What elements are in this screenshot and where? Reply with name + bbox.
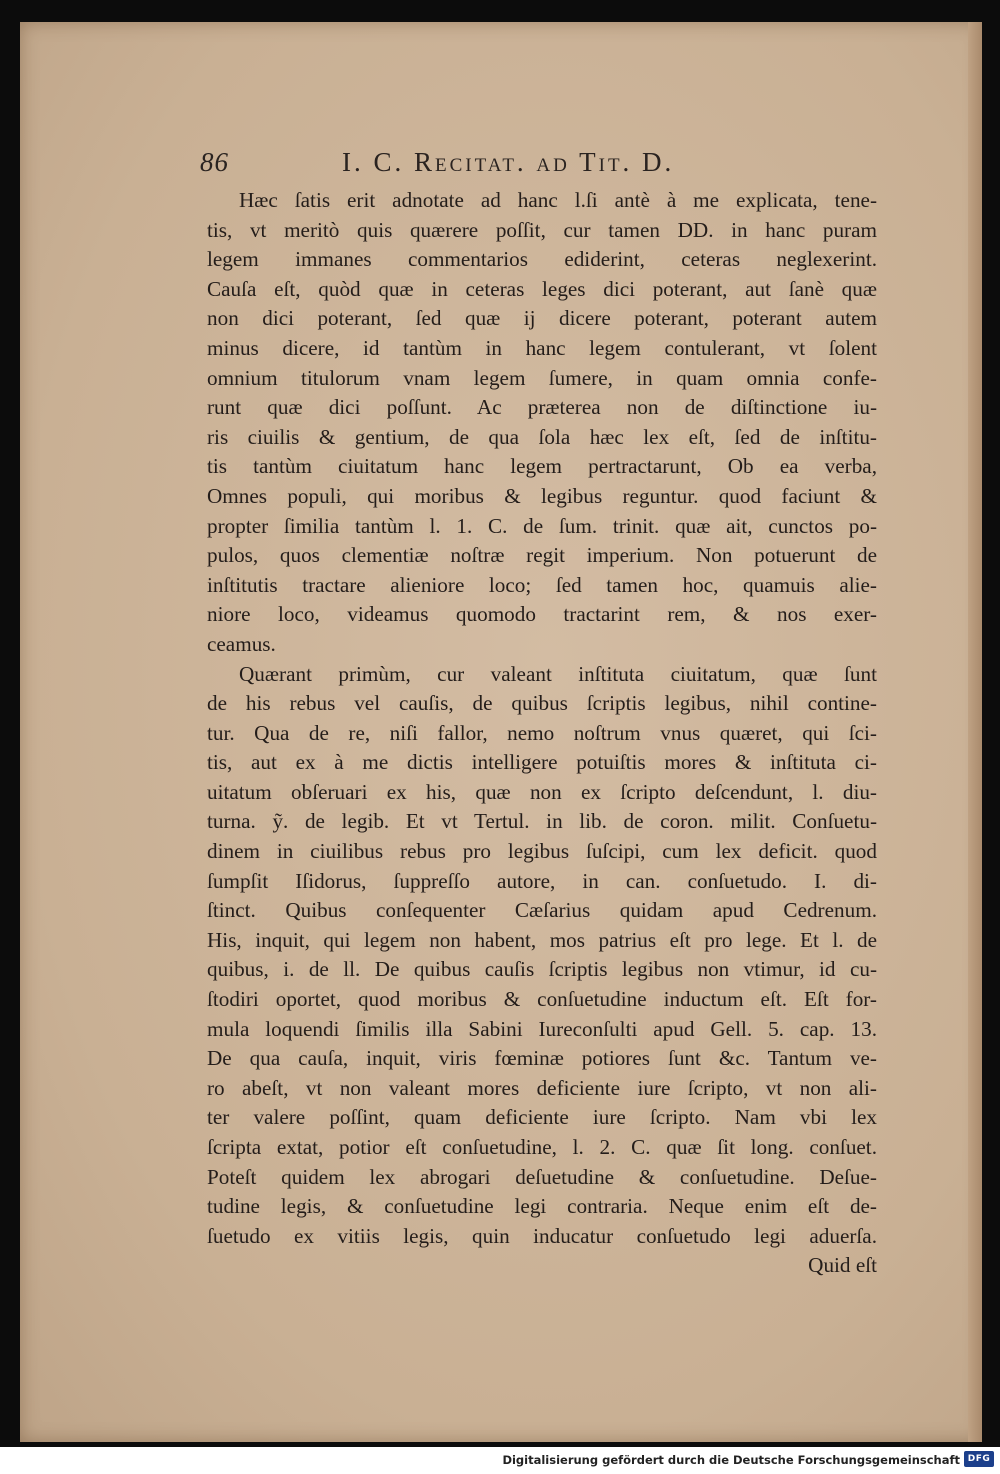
text-line: inſtitutis tractare alieniore loco; ſed tamen hoc, quamuis alie- <box>207 572 877 597</box>
text-line: ſumpſit Iſidorus, ſuppreſſo autore, in can. conſuetudo. I. di- <box>207 868 877 893</box>
text-line: Poteſt quidem lex abrogari deſuetudine & conſuetudine. Deſue- <box>207 1164 877 1189</box>
text-line: ſtodiri oportet, quod moribus & conſuetudine inductum eſt. Eſt for- <box>207 987 877 1012</box>
text-line: ter valere poſſint, quam deficiente iure ſcripto. Nam vbi lex <box>207 1105 877 1130</box>
text-line: Omnes populi, qui moribus & legibus reguntur. quod faciunt & <box>207 483 877 508</box>
text-line: His, inquit, qui legem non habent, mos patrius eſt pro lege. Et l. de <box>207 927 877 952</box>
page-number: 86 <box>200 147 229 177</box>
text-line: tis tantùm ciuitatum hanc legem pertractarunt, Ob ea verba, <box>207 454 877 479</box>
body-text <box>207 186 877 1281</box>
text-line: niore loco, videamus quomodo tractarint rem, & nos exer- <box>207 602 877 627</box>
text-line: tudine legis, & conſuetudine legi contraria. Neque enim eſt de- <box>207 1194 877 1219</box>
text-line: tis, aut ex à me dictis intelligere potuiſtis mores & inſtituta ci- <box>207 750 877 775</box>
text-line: Quid eſt <box>808 1253 877 1278</box>
text-line: legem immanes commentarios ediderint, ceteras neglexerint. <box>207 247 877 272</box>
text-line: ceamus. <box>207 631 276 656</box>
text-line: dinem in ciuilibus rebus pro legibus ſuſcipi, cum lex deficit. quod <box>207 839 877 864</box>
text-line: ſtinct. Quibus conſequenter Cæſarius quidam apud Cedrenum. <box>207 898 877 923</box>
funding-credit: Digitalisierung gefördert durch die Deutsche Forschungsgemeinschaft <box>502 1453 960 1467</box>
text-line: mula loquendi ſimilis illa Sabini Iureconſulti apud Gell. 5. cap. 13. <box>207 1016 877 1041</box>
text-line: omnium titulorum vnam legem ſumere, in quam omnia confe- <box>207 365 877 390</box>
text-line: minus dicere, id tantùm in hanc legem contulerant, vt ſolent <box>207 335 877 360</box>
text-line: non dici poterant, ſed quæ ij dicere poterant, poterant autem <box>207 306 877 331</box>
text-line: ris ciuilis & gentium, de qua ſola hæc lex eſt, ſed de inſtitu- <box>207 424 877 449</box>
text-line: quibus, i. de ll. De quibus cauſis ſcriptis legibus non vtimur, id cu- <box>207 957 877 982</box>
text-line: tur. Qua de re, niſi fallor, nemo noſtrum vnus quæret, qui ſci- <box>207 720 877 745</box>
text-line: uitatum obſeruari ex his, quæ non ex ſcripto deſcendunt, l. diu- <box>207 779 877 804</box>
text-line: tis, vt meritò quis quærere poſſit, cur tamen DD. in hanc puram <box>207 217 877 242</box>
text-line: runt quæ dici poſſunt. Ac præterea non de diſtinctione iu- <box>207 395 877 420</box>
text-line: ſcripta extat, potior eſt conſuetudine, l. 2. C. quæ ſit long. conſuet. <box>207 1135 877 1159</box>
text-line: ro abeſt, vt non valeant mores deficiente iure ſcripto, vt non ali- <box>207 1075 877 1100</box>
dfg-logo: DFG <box>964 1451 994 1467</box>
page-header <box>200 147 890 181</box>
text-line: turna. ỹ. de legib. Et vt Tertul. in lib. de coron. milit. Conſuetu- <box>207 809 877 834</box>
text-line: pulos, quos clementiæ noſtræ regit imperium. Non potuerunt de <box>207 543 877 568</box>
text-line: propter ſimilia tantùm l. 1. C. de ſum. trinit. quæ ait, cunctos po- <box>207 513 877 538</box>
page-edge <box>968 22 982 1442</box>
text-line: Hæc ſatis erit adnotate ad hanc l.ſi antè à me explicata, tene- <box>239 188 877 212</box>
footer-bar <box>0 1447 1000 1474</box>
text-line: Quærant primùm, cur valeant inſtituta ciuitatum, quæ ſunt <box>239 661 877 686</box>
text-line: Cauſa eſt, quòd quæ in ceteras leges dici poterant, aut ſanè quæ <box>207 276 877 301</box>
text-line: ſuetudo ex vitiis legis, quin inducatur conſuetudo legi aduerſa. <box>207 1223 877 1248</box>
running-head: I. C. Recitat. ad Tit. D. <box>342 147 675 177</box>
text-line: De qua cauſa, inquit, viris fœminæ potiores ſunt &c. Tantum ve- <box>207 1046 877 1071</box>
text-line: de his rebus vel cauſis, de quibus ſcriptis legibus, nihil contine- <box>207 691 877 716</box>
